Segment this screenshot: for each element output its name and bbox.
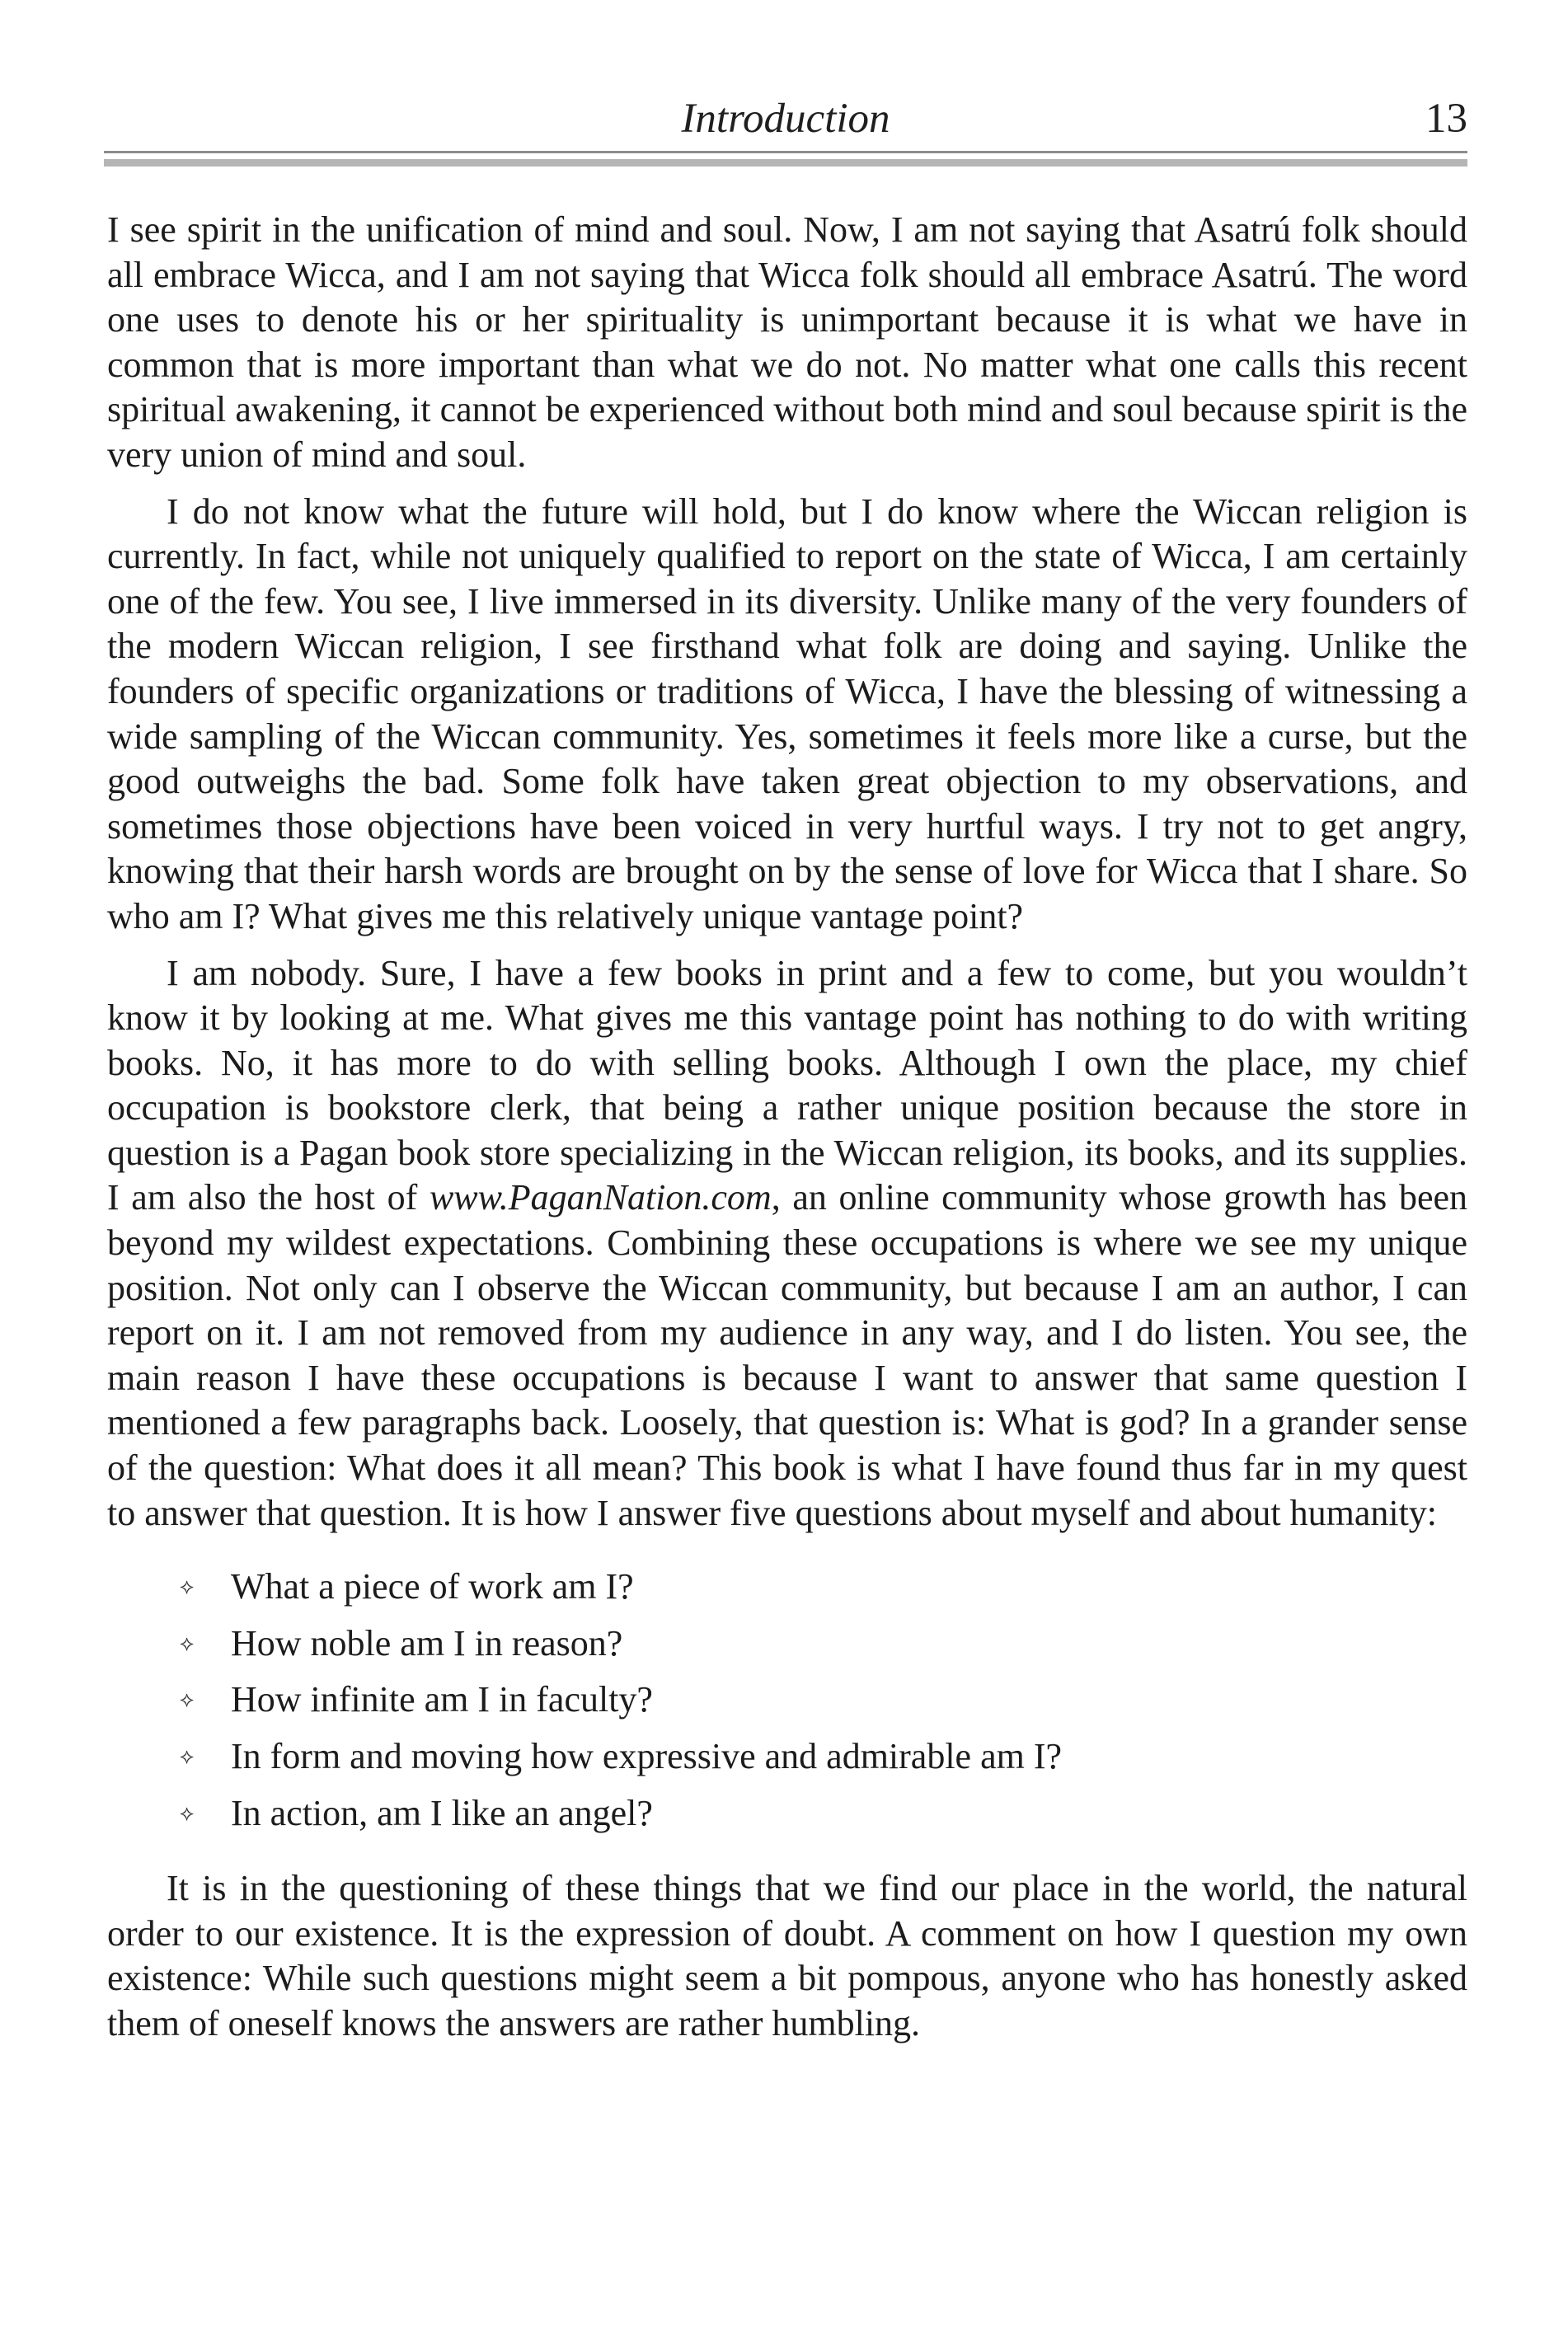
paragraph-4: It is in the questioning of these things that we find our place in the world, the natural order to our existence. It is the expression of doubt. A comment on how I question my own existence: While such questions might seem a bit pompous, anyone who has honestly asked them of oneself knows the answers are rather humbling.	[107, 1868, 1467, 2043]
list-item	[107, 1729, 1467, 1785]
list-item	[107, 1672, 1467, 1729]
questions-list	[107, 1559, 1467, 1842]
website-link[interactable]: www.PaganNation.com	[429, 1177, 772, 1218]
page-number: 13	[1425, 96, 1467, 142]
list-item	[107, 1616, 1467, 1673]
body-text	[107, 208, 1467, 2058]
header-rule-thick	[104, 159, 1467, 167]
paragraph-3-text-end: , an online community whose growth has been beyond my wildest expectations. Combining these occupations is where we see my unique position. Not only can I observe the Wiccan community, but because I am an author, I can report on it. I am not removed from my audience in any way, and I do listen. You see, the main reason I have these occupations is because I want to answer that same question I mentioned a few paragraphs back. Loosely, that question is: What is god? In a grander sense of the question: What does it all mean? This book is what I have found thus far in my quest to answer that question. It is how I answer five questions about myself and about humanity:	[107, 1177, 1467, 1533]
header-rule-thin	[104, 151, 1467, 153]
paragraph-1: I see spirit in the unification of mind and soul. Now, I am not saying that Asatrú folk should all embrace Wicca, and I am not saying that Wicca folk should all embrace Asatrú. The word one uses to denote his or her spirituality is unimportant because it is what we have in common that is more important than what we do not. No matter what one calls this recent spiritual awakening, it cannot be experienced without both mind and soul because spirit is the very union of mind and soul.	[107, 209, 1467, 475]
diamond-bullet-icon: ⟡	[180, 1630, 195, 1655]
list-item-text: How noble am I in reason?	[231, 1622, 623, 1663]
list-item-text: In action, am I like an angel?	[231, 1792, 653, 1833]
running-header	[104, 89, 1467, 148]
diamond-bullet-icon: ⟡	[180, 1574, 195, 1599]
paragraph-3	[107, 951, 1467, 1537]
diamond-bullet-icon: ⟡	[180, 1800, 195, 1825]
list-item	[107, 1785, 1467, 1842]
list-item-text: In form and moving how expressive and admirable am I?	[231, 1736, 1063, 1776]
paragraph-3-text-start: I am nobody. Sure, I have a few books in print and a few to come, but you wouldn’t know it by looking at me. What gives me this vantage point has nothing to do with writing books. No, it has more to do with selling books. Although I own the place, my chief occupation is bookstore clerk, that being a rather unique position because the store in question is a Pagan book store specializing in the Wiccan religion, its books, and its supplies. I am also the host of	[107, 952, 1467, 1218]
list-item	[107, 1559, 1467, 1616]
list-item-text: What a piece of work am I?	[231, 1566, 634, 1607]
diamond-bullet-icon: ⟡	[180, 1687, 195, 1712]
paragraph-2: I do not know what the future will hold, but I do know where the Wiccan religion is currently. In fact, while not uniquely qualified to report on the state of Wicca, I am certainly one of the few. You see, I live immersed in its diversity. Unlike many of the very founders of the modern Wiccan religion, I see firsthand what folk are doing and saying. Unlike the founders of specific organizations or traditions of Wicca, I have the blessing of witnessing a wide sampling of the Wiccan community. Yes, sometimes it feels more like a curse, but the good outweighs the bad. Some folk have taken great objection to my observations, and sometimes those objections have been voiced in very hurtful ways. I try not to get angry, knowing that their harsh words are brought on by the sense of love for Wicca that I share. So who am I? What gives me this relatively unique vantage point?	[107, 490, 1467, 936]
running-title: Introduction	[681, 96, 890, 142]
diamond-bullet-icon: ⟡	[180, 1744, 195, 1768]
list-item-text: How infinite am I in faculty?	[231, 1679, 653, 1720]
